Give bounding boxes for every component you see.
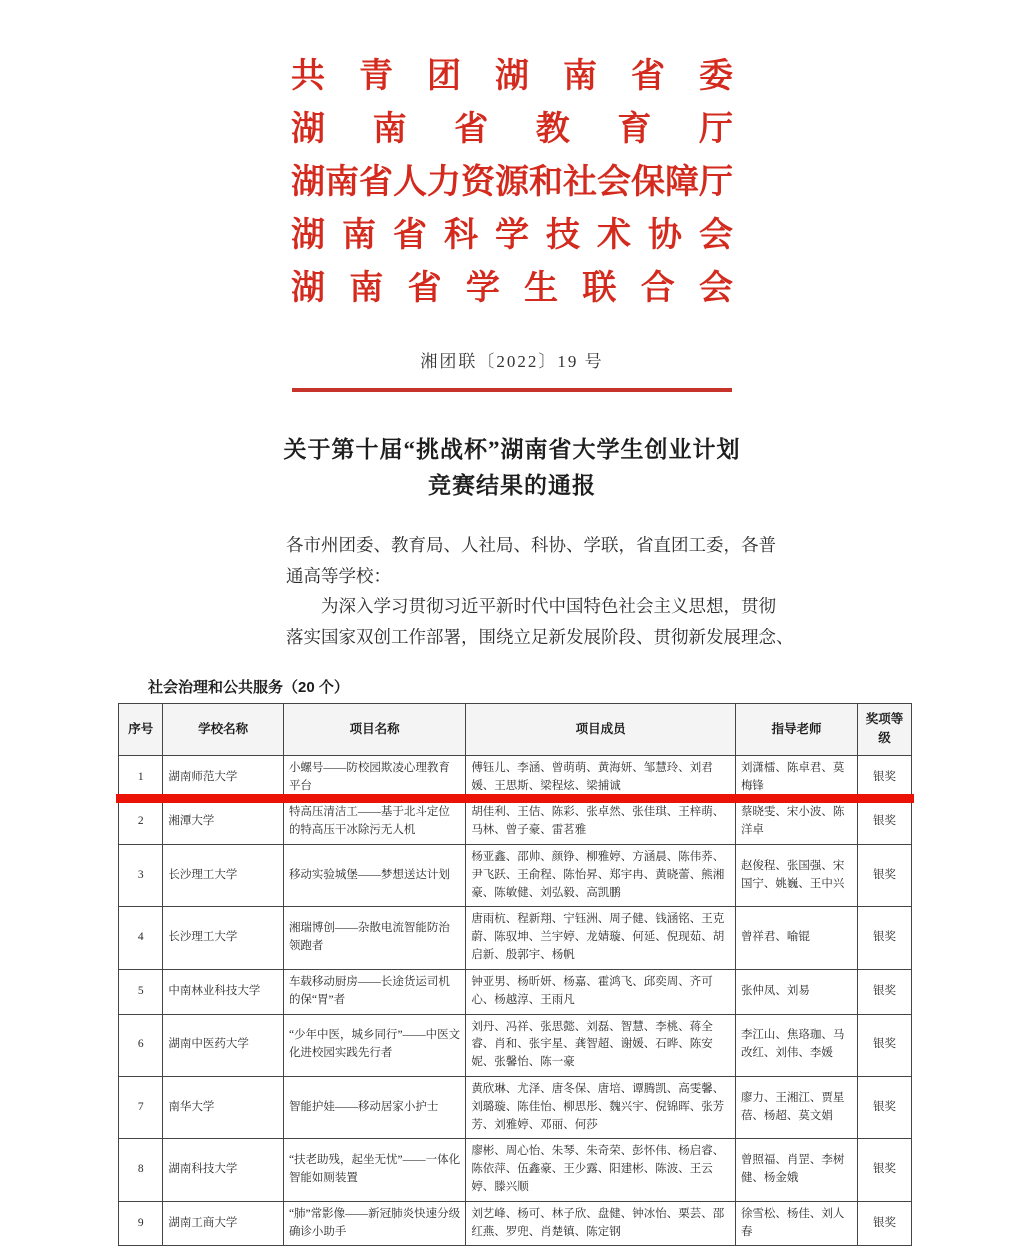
cell-no: 3 <box>119 845 163 907</box>
cell-no: 7 <box>119 1076 163 1138</box>
cell-school: 长沙理工大学 <box>163 907 284 969</box>
cell-award: 银奖 <box>858 1014 912 1076</box>
cell-award: 银奖 <box>858 969 912 1014</box>
cell-members: 钟亚男、杨昕妍、杨嘉、霍鸿飞、邱奕周、齐可心、杨越淳、王雨凡 <box>466 969 736 1014</box>
cell-members: 黄欣琳、尤泽、唐冬保、唐培、谭腾凯、高雯馨、刘璐璇、陈佳怡、柳思彤、魏兴宇、倪锦晖、张芳芳、刘雅婷、邓丽、何莎 <box>466 1076 736 1138</box>
table-row <box>119 1139 912 1201</box>
cell-members: 胡佳利、王佶、陈彩、张卓然、张佳琪、王梓萌、马林、曾子豪、雷茗雅 <box>466 800 736 845</box>
cell-award: 银奖 <box>858 800 912 845</box>
table-header-row <box>119 704 912 756</box>
notice-title-line-1: 关于第十届“挑战杯”湖南省大学生创业计划 <box>283 437 741 462</box>
cell-school: 中南林业科技大学 <box>163 969 284 1014</box>
letterhead <box>0 50 1024 315</box>
cell-members: 刘艺峰、杨可、林子欣、盘健、钟冰怡、栗芸、邵红燕、罗兜、肖楚镇、陈定钢 <box>466 1201 736 1246</box>
column-header-project: 项目名称 <box>283 704 465 756</box>
cell-project: 移动实验城堡——梦想送达计划 <box>283 845 465 907</box>
cell-school: 南华大学 <box>163 1076 284 1138</box>
cell-teachers: 刘潇檑、陈卓君、莫梅锋 <box>735 755 857 800</box>
cell-project: 小螺号——防校园欺凌心理教育平台 <box>283 755 465 800</box>
letterhead-line-1: 共青团湖南省委 <box>291 58 733 95</box>
table-row <box>119 969 912 1014</box>
cell-teachers: 曾照福、肖罡、李树健、杨金娥 <box>735 1139 857 1201</box>
column-header-teachers: 指导老师 <box>735 704 857 756</box>
column-header-award: 奖项等级 <box>858 704 912 756</box>
body-paragraph <box>286 530 794 652</box>
body-line-3: 为深入学习贯彻习近平新时代中国特色社会主义思想，贯彻 <box>321 596 776 616</box>
cell-teachers: 张仲凤、刘易 <box>735 969 857 1014</box>
cell-award: 银奖 <box>858 845 912 907</box>
cell-no: 1 <box>119 755 163 800</box>
cell-school: 湖南师范大学 <box>163 755 284 800</box>
cell-school: 湖南科技大学 <box>163 1139 284 1201</box>
cell-project: 智能护娃——移动居家小护士 <box>283 1076 465 1138</box>
cell-school: 湖南工商大学 <box>163 1201 284 1246</box>
notice-title-line-2: 竞赛结果的通报 <box>428 473 596 498</box>
results-table <box>118 703 912 1246</box>
cell-teachers: 徐雪松、杨佳、刘人春 <box>735 1201 857 1246</box>
cell-no: 5 <box>119 969 163 1014</box>
table-row <box>119 800 912 845</box>
letterhead-line-4: 湖南省科学技术协会 <box>291 217 733 254</box>
body-line-2: 通高等学校： <box>286 565 391 586</box>
cell-members: 傅钰儿、李涵、曾萌萌、黄海妍、邹慧玲、刘君媛、王思斯、梁程炫、梁捕诚 <box>466 755 736 800</box>
document-number: 湘团联〔2022〕19 号 <box>420 352 604 371</box>
column-header-school: 学校名称 <box>163 704 284 756</box>
cell-teachers: 赵俊程、张国强、宋国宁、姚巍、王中兴 <box>735 845 857 907</box>
table-row <box>119 1076 912 1138</box>
cell-project: “扶老助残，起坐无忧”——一体化智能如厕装置 <box>283 1139 465 1201</box>
cell-project: 湘瑞博创——杂散电流智能防治领跑者 <box>283 907 465 969</box>
red-separator-line <box>292 388 732 392</box>
letterhead-line-5: 湖南省学生联合会 <box>291 270 733 307</box>
letterhead-line-3: 湖南省人力资源和社会保障厅 <box>291 164 733 201</box>
table-row <box>119 1201 912 1246</box>
cell-no: 6 <box>119 1014 163 1076</box>
cell-project: 车载移动厨房——长途货运司机的保“胃”者 <box>283 969 465 1014</box>
cell-award: 银奖 <box>858 1076 912 1138</box>
section-heading: 社会治理和公共服务（20 个） <box>148 679 349 696</box>
letterhead-line-2: 湖南省教育厅 <box>291 111 733 148</box>
red-highlight-bar <box>116 794 914 803</box>
cell-school: 湘潭大学 <box>163 800 284 845</box>
cell-teachers: 蔡晓雯、宋小波、陈洋卓 <box>735 800 857 845</box>
body-line-4: 落实国家双创工作部署，围绕立足新发展阶段、贯彻新发展理念、 <box>286 626 794 647</box>
cell-project: “肺”常影像——新冠肺炎快速分级确诊小助手 <box>283 1201 465 1246</box>
table-row <box>119 907 912 969</box>
cell-no: 4 <box>119 907 163 969</box>
cell-award: 银奖 <box>858 1139 912 1201</box>
column-header-members: 项目成员 <box>466 704 736 756</box>
cell-project: “少年中医，城乡同行”——中医文化进校园实践先行者 <box>283 1014 465 1076</box>
cell-members: 唐雨杭、程新翔、宁钰洲、周子健、钱涵铭、王克蔚、陈驭坤、兰宇婷、龙婧璇、何延、倪现茹、胡启新、殷郭宇、杨帆 <box>466 907 736 969</box>
cell-no: 9 <box>119 1201 163 1246</box>
cell-teachers: 廖力、王湘江、贾星蓓、杨超、莫文娟 <box>735 1076 857 1138</box>
column-header-no: 序号 <box>119 704 163 756</box>
cell-members: 杨亚鑫、邵帅、颜铮、柳雅婷、方涵晨、陈伟荞、尹飞跃、王俞程、陈怡昇、郑宇冉、黄晓蕾、熊湘豪、陈敏健、刘弘毅、高凯鹏 <box>466 845 736 907</box>
notice-title <box>0 432 1024 504</box>
cell-teachers: 曾祥君、喻锟 <box>735 907 857 969</box>
cell-teachers: 李江山、焦珞珈、马改红、刘伟、李媛 <box>735 1014 857 1076</box>
table-row <box>119 845 912 907</box>
body-line-1: 各市州团委、教育局、人社局、科协、学联，省直团工委，各普 <box>286 535 776 555</box>
cell-award: 银奖 <box>858 907 912 969</box>
cell-no: 8 <box>119 1139 163 1201</box>
cell-no: 2 <box>119 800 163 845</box>
cell-school: 湖南中医药大学 <box>163 1014 284 1076</box>
table-row <box>119 1014 912 1076</box>
results-table-container <box>118 703 912 1246</box>
cell-members: 廖彬、周心怡、朱琴、朱奇荣、彭怀伟、杨启睿、陈依萍、伍鑫豪、王少露、阳建彬、陈波、王云婷、滕兴顺 <box>466 1139 736 1201</box>
cell-project: 特高压清洁工——基于北斗定位的特高压干冰除污无人机 <box>283 800 465 845</box>
cell-award: 银奖 <box>858 755 912 800</box>
cell-school: 长沙理工大学 <box>163 845 284 907</box>
cell-award: 银奖 <box>858 1201 912 1246</box>
cell-members: 刘丹、冯祥、张思懿、刘磊、智慧、李桃、蒋全睿、肖和、张宇星、龚智超、谢媛、石晔、陈安妮、张馨怡、陈一豪 <box>466 1014 736 1076</box>
